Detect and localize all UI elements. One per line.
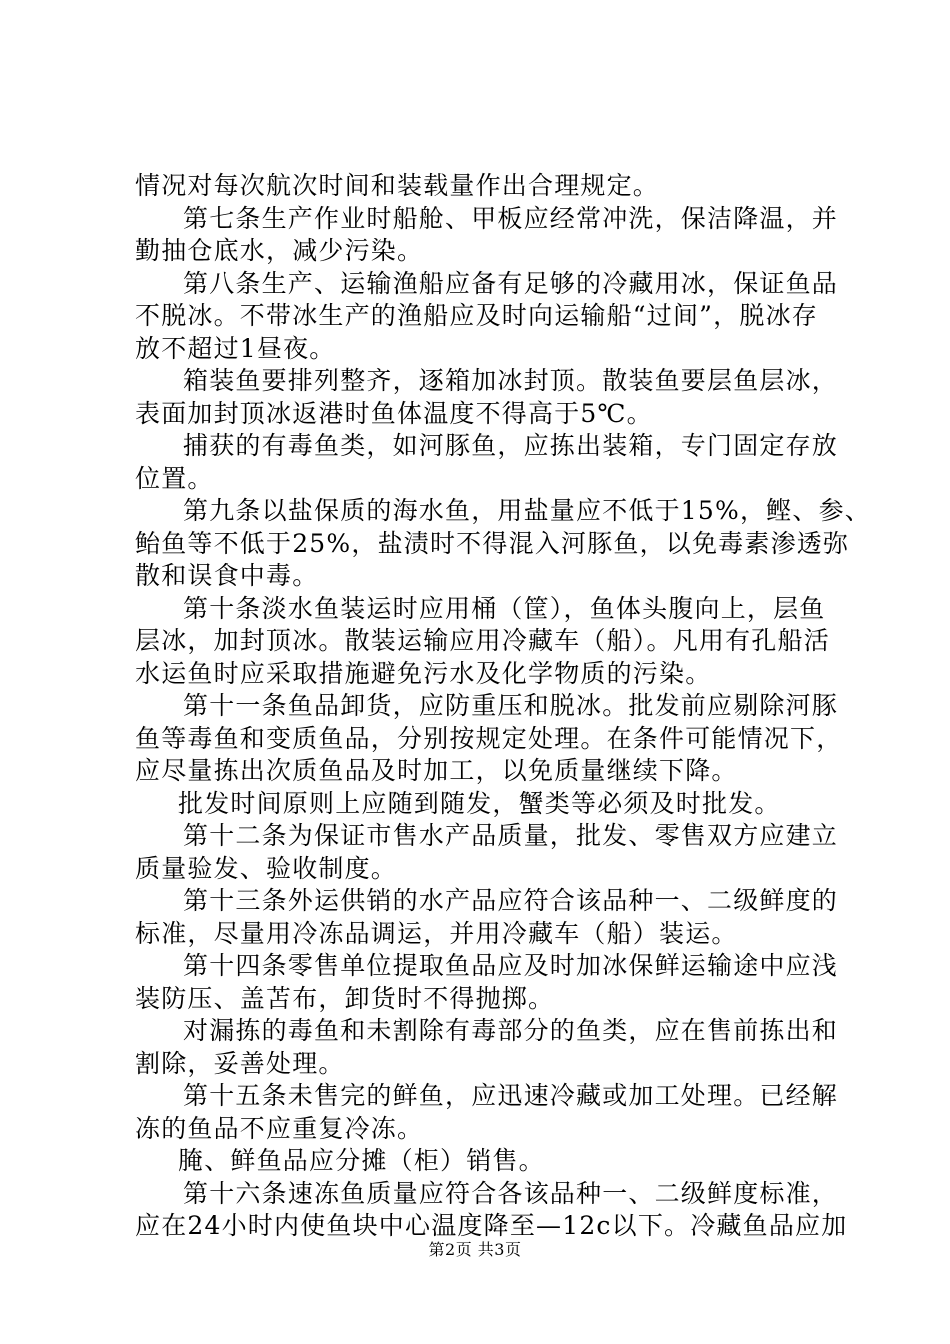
text-line: 位置。: [135, 463, 214, 493]
text-line: 第八条生产、运输渔船应备有足够的冷藏用冰，保证鱼品: [183, 268, 839, 298]
text-line: 第十二条为保证市售水产品质量，批发、零售双方应建立: [183, 821, 839, 850]
text-line: 不脱冰。不带冰生产的渔船应及时向运输船“过间”，脱冰存: [135, 301, 818, 330]
text-line: 冻的鱼品不应重复冷冻。: [135, 1113, 424, 1143]
text-line: 装防压、盖苫布，卸货时不得抛掷。: [135, 983, 555, 1013]
text-line: 鱼等毒鱼和变质鱼品，分别按规定处理。在条件可能情况下，: [135, 723, 843, 753]
text-line: 第十条淡水鱼装运时应用桶（筐），鱼体头腹向上，层鱼: [183, 593, 826, 623]
page-number: 第2页 共3页: [428, 1240, 522, 1259]
text-line: 水运鱼时应采取措施避免污水及化学物质的污染。: [135, 658, 712, 688]
text-line: 第十一条鱼品卸货，应防重压和脱冰。批发前应剔除河豚: [183, 691, 839, 720]
text-line: 表面加封顶冰返港时鱼体温度不得高于5℃。: [135, 398, 653, 428]
text-line: 箱装鱼要排列整齐，逐箱加冰封顶。散装鱼要层鱼层冰，: [183, 366, 839, 395]
text-line: 应尽量拣出次质鱼品及时加工，以免质量继续下降。: [135, 756, 738, 785]
text-line: 第十六条速冻鱼质量应符合各该品种一、二级鲜度标准，: [183, 1178, 839, 1208]
text-line: 质量验发、验收制度。: [135, 853, 398, 883]
text-line: 第十三条外运供销的水产品应符合该品种一、二级鲜度的: [183, 886, 839, 915]
text-line: 第九条以盐保质的海水鱼，用盐量应不低于15%，鲣、参、: [183, 496, 871, 525]
text-line: 第七条生产作业时船舱、甲板应经常冲洗，保洁降温，并: [183, 203, 839, 233]
text-line: 第十五条未售完的鲜鱼，应迅速冷藏或加工处理。已经解: [183, 1081, 839, 1110]
text-line: 放不超过1昼夜。: [135, 333, 336, 363]
text-line: 应在24小时内使鱼块中心温度降至—12c以下。冷藏鱼品应加: [135, 1211, 848, 1240]
text-line: 对漏拣的毒鱼和未割除有毒部分的鱼类，应在售前拣出和: [183, 1016, 839, 1045]
text-line: 批发时间原则上应随到随发，蟹类等必须及时批发。: [178, 788, 781, 818]
document-body: [135, 170, 871, 1243]
text-line: 标准，尽量用冷冻品调运，并用冷藏车（船）装运。: [135, 918, 738, 948]
page-footer: [0, 1240, 950, 1260]
text-line: 捕获的有毒鱼类，如河豚鱼，应拣出装箱，专门固定存放: [183, 431, 839, 460]
text-line: 散和误食中毒。: [135, 561, 319, 590]
text-line: 腌、鲜鱼品应分摊（柜）销售。: [178, 1146, 545, 1175]
text-line: 割除，妥善处理。: [135, 1048, 345, 1078]
text-line: 鲐鱼等不低于25%，盐渍时不得混入河豚鱼，以免毒素渗透弥: [135, 528, 850, 558]
text-line: 层冰，加封顶冰。散装运输应用冷藏车（船）。凡用有孔船活: [135, 626, 830, 655]
text-line: 情况对每次航次时间和装载量作出合理规定。: [135, 171, 660, 200]
text-line: 勤抽仓底水，减少污染。: [135, 236, 424, 265]
text-line: 第十四条零售单位提取鱼品应及时加冰保鲜运输途中应浅: [183, 951, 839, 980]
